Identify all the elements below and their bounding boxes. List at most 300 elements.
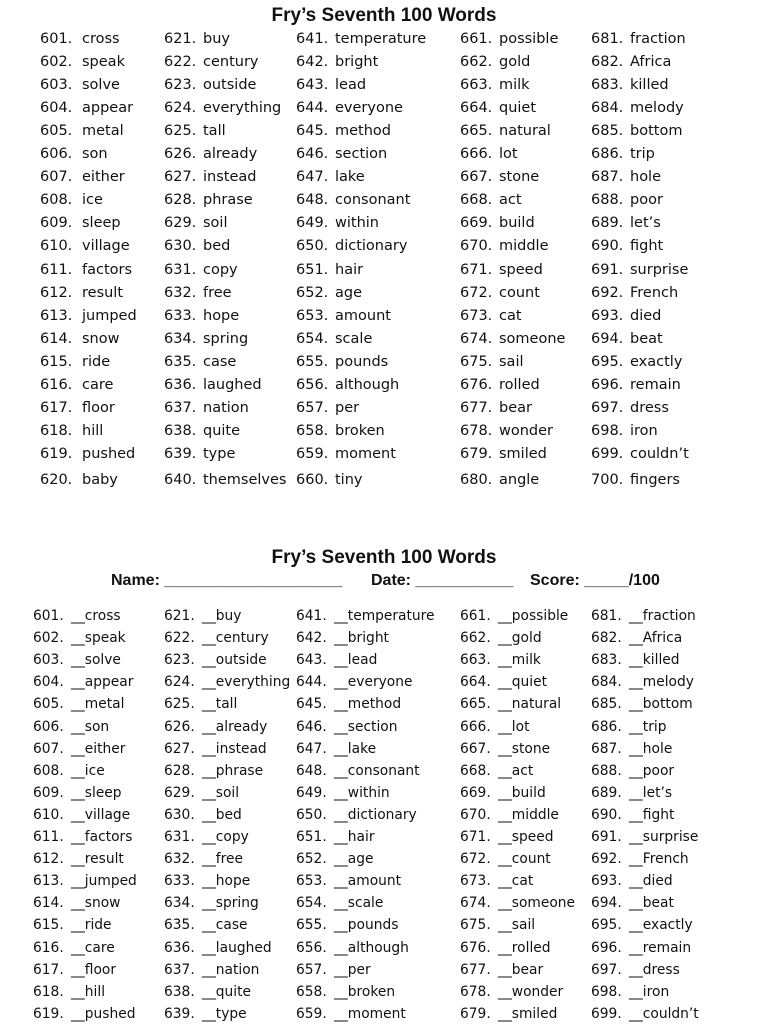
word-text: __free — [202, 851, 243, 868]
word-text: wonder — [499, 422, 554, 439]
word-text: speak — [82, 54, 125, 71]
word-number: 643. — [296, 652, 327, 669]
word-number: 669. — [460, 784, 491, 801]
word-number: 628. — [164, 762, 195, 779]
word-item — [33, 672, 133, 692]
word-item — [591, 694, 693, 714]
word-text: hole — [630, 169, 662, 186]
word-text: died — [630, 307, 662, 324]
word-number: 669. — [460, 215, 493, 232]
word-number: 646. — [296, 146, 329, 163]
word-text: __solve — [71, 652, 121, 669]
score-field[interactable]: Score: _____/100 — [530, 572, 660, 589]
word-text: __surprise — [629, 829, 699, 845]
word-text: consonant — [335, 192, 411, 209]
word-number: 648. — [296, 192, 329, 209]
word-text: sail — [499, 353, 524, 370]
word-number: 658. — [296, 983, 327, 1000]
word-number: 665. — [460, 123, 493, 140]
word-item — [460, 739, 550, 759]
word-item — [591, 915, 693, 935]
word-item — [33, 739, 125, 759]
word-item — [40, 52, 125, 72]
word-number: 686. — [591, 146, 624, 163]
word-number: 671. — [460, 261, 493, 278]
word-item — [164, 849, 243, 869]
word-text: __beat — [629, 895, 674, 912]
word-text: __speed — [498, 829, 554, 845]
word-item — [460, 283, 540, 303]
word-number: 637. — [164, 399, 197, 416]
word-number: 631. — [164, 829, 195, 845]
word-text: bright — [335, 54, 379, 71]
word-text: angle — [499, 472, 540, 488]
word-number: 624. — [164, 100, 197, 117]
word-number: 684. — [591, 674, 622, 691]
word-text: __age — [334, 851, 374, 868]
word-text: __moment — [334, 1005, 406, 1022]
word-number: 606. — [33, 718, 64, 735]
word-number: 642. — [296, 630, 327, 647]
word-item — [296, 144, 387, 164]
word-number: 699. — [591, 445, 624, 462]
word-number: 622. — [164, 54, 197, 71]
word-text: __fight — [629, 806, 675, 823]
word-item — [296, 283, 362, 303]
word-item — [40, 29, 120, 49]
word-number: 676. — [460, 939, 491, 956]
word-text: __smiled — [498, 1005, 558, 1022]
word-number: 627. — [164, 740, 195, 757]
word-text: __poor — [629, 762, 675, 779]
word-number: 658. — [296, 422, 329, 439]
word-item — [40, 329, 119, 349]
word-text: poor — [630, 192, 663, 209]
word-number: 691. — [591, 261, 624, 278]
word-text: tall — [203, 123, 226, 140]
word-number: 641. — [296, 608, 327, 624]
date-field[interactable]: Date: ___________ — [371, 572, 514, 589]
word-number: 700. — [591, 472, 624, 488]
word-item — [164, 982, 251, 1002]
word-item — [591, 352, 682, 372]
word-item — [296, 52, 378, 72]
word-text: __pushed — [71, 1005, 136, 1022]
word-text: result — [82, 284, 124, 301]
word-item — [591, 98, 684, 118]
word-text: remain — [630, 376, 681, 393]
word-item — [164, 628, 269, 648]
word-number: 659. — [296, 1005, 327, 1022]
word-number: 616. — [33, 939, 64, 956]
word-number: 609. — [33, 784, 64, 801]
word-number: 692. — [591, 284, 624, 301]
word-item — [591, 121, 682, 141]
word-number: 687. — [591, 169, 624, 186]
word-text: __factors — [71, 829, 133, 845]
word-item — [164, 761, 263, 781]
word-number: 632. — [164, 851, 195, 868]
word-text: __type — [202, 1005, 247, 1022]
word-text: hill — [82, 422, 104, 439]
word-text: natural — [499, 123, 551, 140]
word-number: 696. — [591, 939, 622, 956]
word-item — [33, 783, 122, 803]
word-number: 667. — [460, 169, 493, 186]
word-number: 629. — [164, 784, 195, 801]
word-text: __outside — [202, 652, 267, 669]
worksheet-title: Fry’s Seventh 100 Words — [271, 5, 497, 26]
word-item — [164, 672, 290, 692]
word-number: 637. — [164, 961, 195, 978]
word-item — [296, 329, 372, 349]
word-number: 690. — [591, 806, 622, 823]
word-text: method — [335, 123, 391, 140]
word-item — [164, 190, 253, 210]
word-number: 622. — [164, 630, 195, 647]
word-number: 639. — [164, 1005, 195, 1022]
word-number: 633. — [164, 307, 197, 324]
word-item — [460, 650, 541, 670]
word-item — [591, 29, 686, 49]
word-text: __middle — [498, 806, 559, 823]
word-item — [164, 167, 256, 187]
word-number: 613. — [33, 873, 64, 890]
word-number: 618. — [40, 422, 73, 439]
word-item — [164, 1004, 247, 1024]
word-item — [164, 783, 239, 803]
word-item — [296, 75, 366, 95]
word-text: possible — [499, 31, 559, 47]
word-text: __someone — [498, 895, 576, 912]
word-item — [33, 761, 105, 781]
word-item — [591, 805, 674, 825]
word-number: 604. — [40, 100, 73, 117]
word-item — [164, 650, 267, 670]
word-item — [164, 938, 272, 958]
word-number: 674. — [460, 895, 491, 912]
word-text: broken — [335, 422, 385, 439]
word-item — [296, 190, 410, 210]
word-number: 647. — [296, 169, 329, 186]
word-number: 683. — [591, 652, 622, 669]
word-text: __count — [498, 851, 551, 868]
word-number: 695. — [591, 917, 622, 934]
word-text: __bed — [202, 806, 242, 823]
word-number: 680. — [460, 472, 493, 488]
word-text: __within — [334, 784, 390, 801]
word-text: exactly — [630, 353, 683, 370]
word-text: spring — [203, 330, 249, 347]
name-field[interactable]: Name: ____________________ — [111, 572, 343, 589]
word-number: 625. — [164, 696, 195, 713]
word-number: 636. — [164, 939, 195, 956]
word-number: 623. — [164, 652, 195, 669]
word-item — [33, 606, 121, 626]
word-number: 645. — [296, 696, 327, 713]
word-text: __milk — [498, 652, 541, 669]
word-text: __nation — [202, 961, 260, 978]
word-text: __ride — [71, 917, 112, 934]
word-number: 684. — [591, 100, 624, 117]
word-text: __hill — [71, 983, 106, 1000]
word-item — [591, 827, 698, 847]
word-number: 646. — [296, 718, 327, 735]
word-number: 675. — [460, 353, 493, 370]
word-text: __ice — [71, 762, 105, 779]
word-number: 688. — [591, 762, 622, 779]
word-item — [460, 144, 518, 164]
word-text: phrase — [203, 192, 253, 209]
word-item — [591, 190, 663, 210]
word-item — [40, 213, 121, 233]
word-text: melody — [630, 100, 684, 117]
word-number: 650. — [296, 806, 327, 823]
word-text: couldn’t — [630, 445, 689, 462]
word-text: outside — [203, 77, 257, 94]
word-text: __laughed — [202, 939, 272, 956]
word-number: 641. — [296, 31, 329, 47]
word-number: 606. — [40, 146, 73, 163]
word-item — [296, 352, 388, 372]
word-text: __spring — [202, 895, 259, 912]
word-number: 614. — [40, 330, 73, 347]
word-item — [460, 849, 551, 869]
word-item — [33, 628, 126, 648]
word-number: 635. — [164, 917, 195, 934]
word-item — [164, 375, 262, 395]
word-text: within — [335, 215, 379, 232]
word-number: 621. — [164, 608, 195, 624]
word-item — [296, 938, 409, 958]
word-text: __lake — [334, 740, 377, 757]
word-item — [164, 717, 267, 737]
word-text: floor — [82, 399, 115, 416]
word-number: 656. — [296, 939, 327, 956]
word-text: moment — [335, 445, 396, 462]
word-item — [33, 982, 105, 1002]
word-item — [296, 213, 379, 233]
word-item — [591, 761, 674, 781]
word-text: __lead — [334, 652, 378, 669]
word-number: 694. — [591, 330, 624, 347]
word-number: 617. — [40, 399, 73, 416]
word-number: 654. — [296, 895, 327, 912]
word-text: surprise — [630, 261, 689, 278]
word-text: let’s — [630, 215, 661, 232]
word-text: __jumped — [71, 873, 137, 890]
word-item — [40, 260, 132, 280]
word-item — [296, 871, 401, 891]
word-number: 620. — [40, 472, 73, 488]
word-number: 619. — [33, 1005, 64, 1022]
word-text: __quite — [202, 983, 252, 1000]
word-item — [296, 470, 363, 490]
word-number: 631. — [164, 261, 197, 278]
word-item — [460, 761, 533, 781]
word-item — [40, 470, 118, 490]
word-text: metal — [82, 123, 124, 140]
word-text: __instead — [202, 740, 267, 757]
word-text: fight — [630, 238, 664, 255]
word-number: 619. — [40, 445, 73, 462]
word-number: 648. — [296, 762, 327, 779]
word-list — [0, 29, 768, 499]
word-text: __melody — [629, 674, 694, 691]
word-number: 691. — [591, 829, 622, 845]
word-text: __phrase — [202, 762, 264, 779]
word-number: 643. — [296, 77, 329, 94]
word-number: 608. — [40, 192, 73, 209]
word-item — [460, 871, 533, 891]
word-number: 609. — [40, 215, 73, 232]
word-text: __exactly — [629, 917, 693, 934]
word-number: 683. — [591, 77, 624, 94]
word-item — [164, 893, 259, 913]
word-text: __stone — [498, 740, 551, 757]
word-item — [591, 739, 672, 759]
word-text: __hole — [629, 740, 673, 757]
word-item — [591, 167, 661, 187]
word-text: __appear — [71, 674, 134, 691]
word-item — [591, 1004, 699, 1024]
word-item — [40, 98, 133, 118]
word-item — [591, 375, 681, 395]
word-number: 682. — [591, 54, 624, 71]
word-number: 644. — [296, 100, 329, 117]
word-item — [296, 306, 391, 326]
word-text: __build — [498, 784, 546, 801]
word-number: 699. — [591, 1005, 622, 1022]
word-number: 617. — [33, 961, 64, 978]
word-item — [164, 236, 230, 256]
word-text: themselves — [203, 472, 287, 488]
word-number: 668. — [460, 192, 493, 209]
word-item — [460, 375, 540, 395]
word-item — [591, 672, 694, 692]
word-item — [460, 236, 549, 256]
word-text: factors — [82, 261, 133, 278]
word-text: __sleep — [71, 784, 122, 801]
word-number: 678. — [460, 422, 493, 439]
word-text: __iron — [629, 983, 670, 1000]
word-item — [460, 694, 561, 714]
word-number: 615. — [40, 353, 73, 370]
word-number: 660. — [296, 472, 329, 488]
word-item — [460, 938, 551, 958]
word-text: __couldn’t — [629, 1005, 699, 1022]
word-number: 697. — [591, 399, 624, 416]
word-number: 601. — [33, 608, 64, 624]
word-item — [460, 329, 565, 349]
word-text: __result — [71, 851, 124, 868]
word-item — [296, 375, 399, 395]
word-number: 670. — [460, 238, 493, 255]
word-item — [296, 827, 375, 847]
word-number: 655. — [296, 917, 327, 934]
word-item — [164, 329, 248, 349]
word-text: ice — [82, 192, 103, 209]
word-item — [296, 236, 407, 256]
word-item — [164, 739, 267, 759]
word-item — [460, 306, 522, 326]
word-text: __let’s — [629, 784, 673, 801]
word-number: 607. — [40, 169, 73, 186]
word-number: 650. — [296, 238, 329, 255]
word-item — [296, 761, 420, 781]
word-item — [460, 783, 546, 803]
word-number: 628. — [164, 192, 197, 209]
word-number: 689. — [591, 215, 624, 232]
word-number: 696. — [591, 376, 624, 393]
word-number: 618. — [33, 983, 64, 1000]
word-number: 690. — [591, 238, 624, 255]
word-item — [460, 29, 558, 49]
word-text: __snow — [71, 895, 121, 912]
word-text: soil — [203, 215, 228, 232]
word-text: lot — [499, 146, 518, 163]
word-item — [296, 849, 374, 869]
word-text: either — [82, 169, 125, 186]
word-item — [591, 606, 696, 626]
word-number: 642. — [296, 54, 329, 71]
word-text: speed — [499, 261, 543, 278]
word-item — [296, 650, 377, 670]
word-text: __bright — [334, 630, 389, 647]
word-number: 694. — [591, 895, 622, 912]
word-number: 667. — [460, 740, 491, 757]
word-text: middle — [499, 238, 549, 255]
word-text: __Africa — [629, 630, 683, 647]
word-text: __section — [334, 718, 398, 735]
word-item — [164, 283, 232, 303]
word-text: French — [630, 284, 679, 301]
word-text: __hair — [334, 829, 375, 845]
word-text: __temperature — [334, 608, 435, 624]
word-item — [591, 52, 671, 72]
word-item — [460, 444, 547, 464]
quiz-list — [0, 606, 768, 1024]
word-text: killed — [630, 77, 669, 94]
word-text: __village — [71, 806, 131, 823]
word-text: hair — [335, 261, 364, 278]
word-item — [296, 915, 398, 935]
word-item — [33, 849, 124, 869]
word-number: 611. — [40, 261, 73, 278]
word-text: __dictionary — [334, 806, 417, 823]
word-text: __act — [498, 762, 534, 779]
word-item — [164, 213, 227, 233]
word-number: 611. — [33, 829, 64, 845]
word-item — [40, 75, 120, 95]
word-number: 672. — [460, 851, 491, 868]
word-item — [296, 444, 396, 464]
word-number: 681. — [591, 608, 622, 624]
word-number: 632. — [164, 284, 197, 301]
word-text: bottom — [630, 123, 683, 140]
word-number: 623. — [164, 77, 197, 94]
word-item — [460, 190, 522, 210]
word-item — [164, 960, 259, 980]
word-item — [460, 352, 524, 372]
word-text: lead — [335, 77, 367, 94]
word-item — [164, 29, 230, 49]
word-number: 630. — [164, 806, 195, 823]
word-text: __trip — [629, 718, 667, 735]
word-text: rolled — [499, 376, 540, 393]
word-item — [296, 982, 395, 1002]
word-number: 627. — [164, 169, 197, 186]
